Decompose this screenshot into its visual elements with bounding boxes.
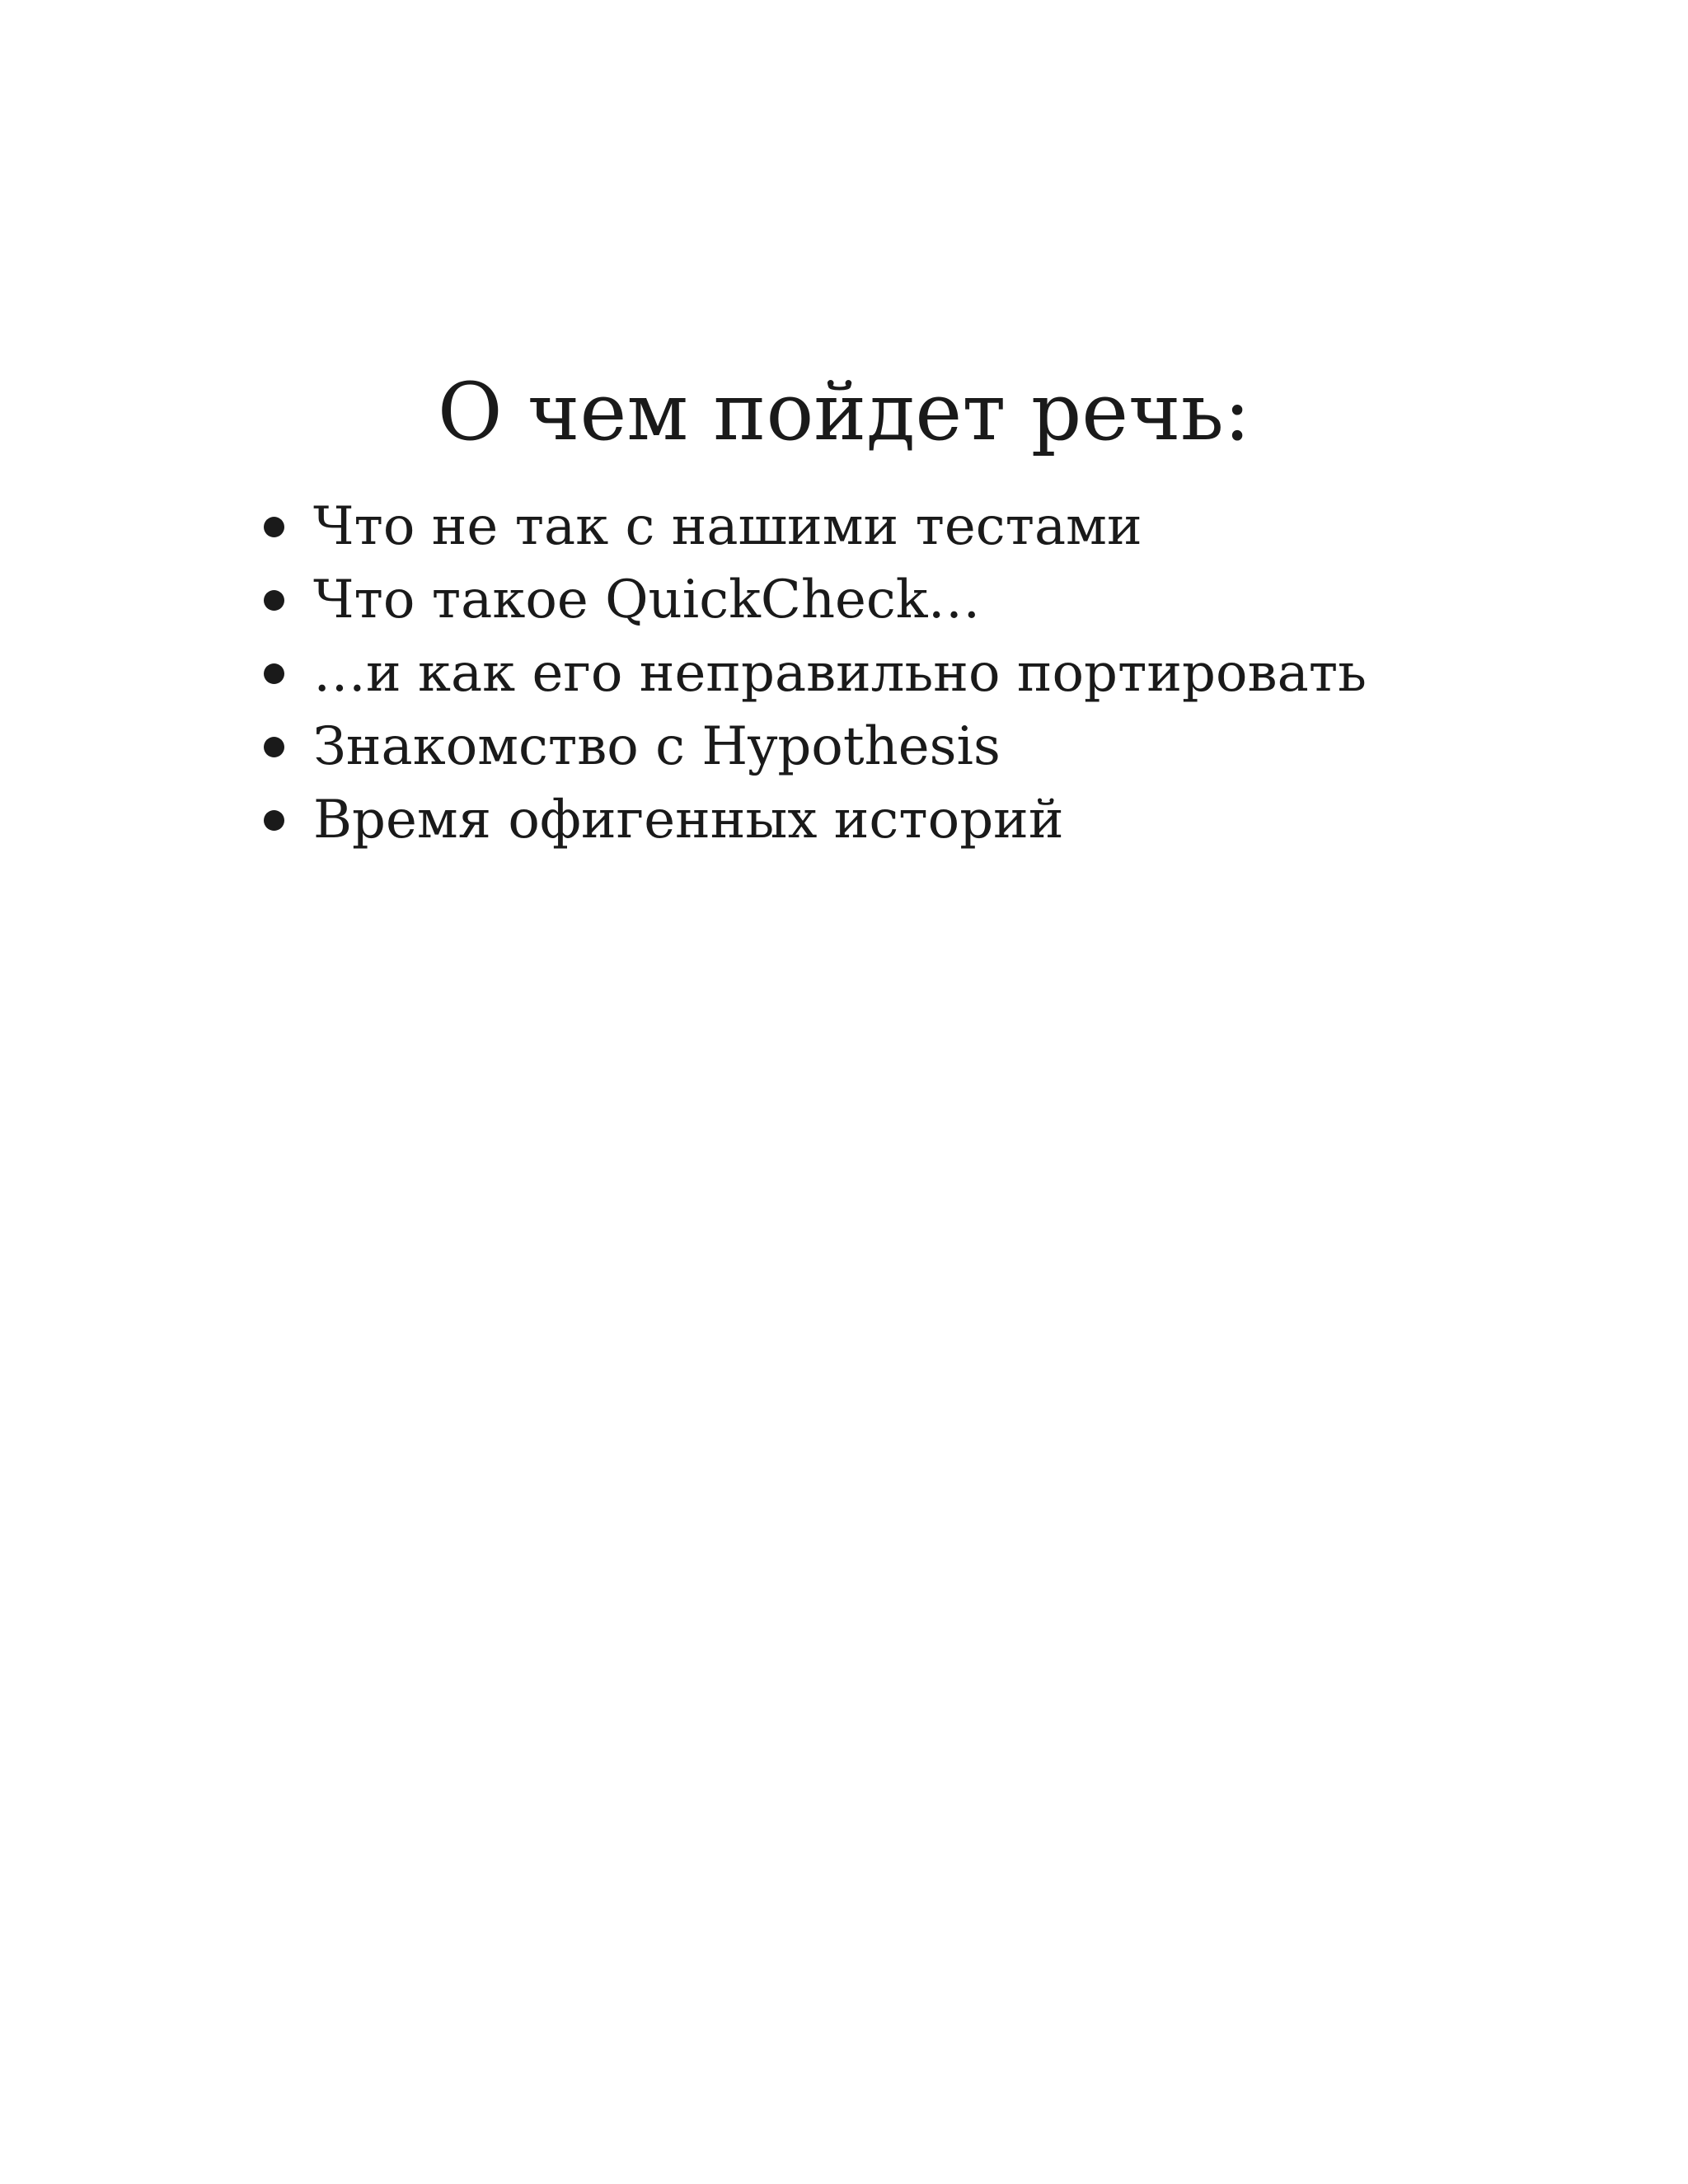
list-item xyxy=(313,564,1367,637)
agenda-list xyxy=(313,490,1367,857)
list-item-text: Знакомство с Hypothesis xyxy=(313,716,1001,777)
bullet-icon xyxy=(264,590,284,611)
bullet-icon xyxy=(264,663,284,684)
list-item xyxy=(313,637,1367,710)
bullet-icon xyxy=(264,517,284,537)
list-item-text: Время офигенных историй xyxy=(313,790,1064,851)
slide-title: О чем пойдет речь: xyxy=(437,366,1251,458)
list-item xyxy=(313,784,1367,857)
bullet-icon xyxy=(264,737,284,757)
list-item-text: Что такое QuickCheck… xyxy=(313,569,981,630)
list-item-text: …и как его неправильно портировать xyxy=(313,643,1367,704)
bullet-icon xyxy=(264,810,284,831)
list-item xyxy=(313,490,1367,564)
list-item xyxy=(313,710,1367,784)
list-item-text: Что не так с нашими тестами xyxy=(313,496,1142,557)
